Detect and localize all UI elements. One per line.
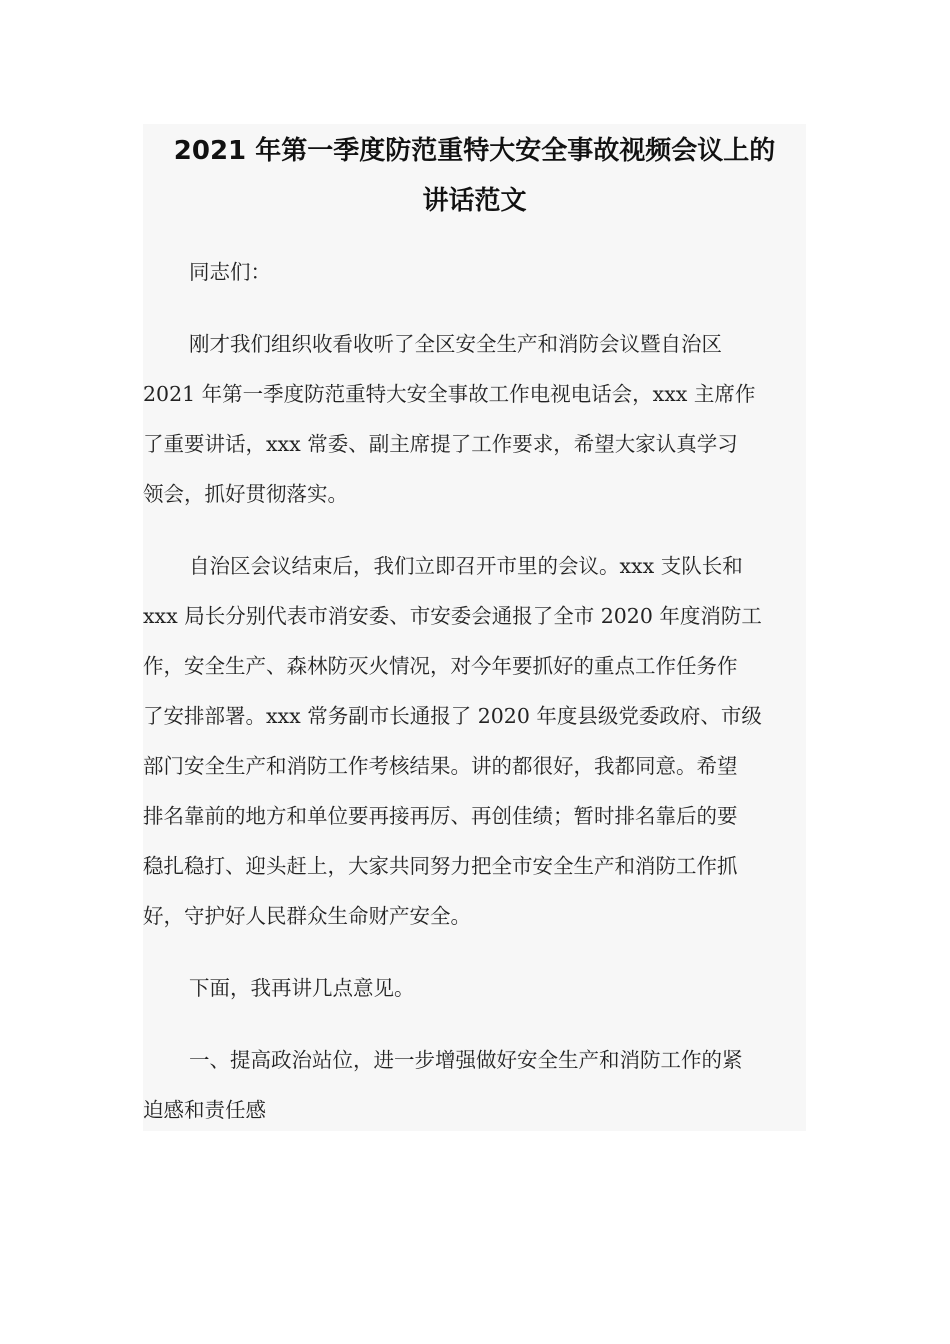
- paragraph-2-line-5: 部门安全生产和消防工作考核结果。讲的都很好，我都同意。希望: [143, 754, 738, 778]
- salutation: 同志们：: [189, 260, 271, 284]
- paragraph-2-line-4: 了安排部署。xxx 常务副市长通报了 2020 年度县级党委政府、市级: [143, 704, 762, 728]
- paragraph-2-line-8: 好，守护好人民群众生命财产安全。: [143, 904, 471, 928]
- paragraph-1-line-3: 了重要讲话，xxx 常委、副主席提了工作要求，希望大家认真学习: [143, 432, 738, 456]
- paragraph-1-line-1: 刚才我们组织收看收听了全区安全生产和消防会议暨自治区: [189, 332, 722, 356]
- document-text-block: [143, 124, 806, 1131]
- paragraph-3: 下面，我再讲几点意见。: [189, 976, 415, 1000]
- paragraph-2-line-6: 排名靠前的地方和单位要再接再厉、再创佳绩；暂时排名靠后的要: [143, 804, 738, 828]
- document-title-line-2: 讲话范文: [422, 186, 527, 216]
- heading-1-line-2: 迫感和责任感: [143, 1098, 266, 1122]
- paragraph-1-line-2: 2021 年第一季度防范重特大安全事故工作电视电话会，xxx 主席作: [143, 382, 756, 406]
- paragraph-2-line-2: xxx 局长分别代表市消安委、市安委会通报了全市 2020 年度消防工: [143, 604, 762, 628]
- paragraph-2-line-1: 自治区会议结束后，我们立即召开市里的会议。xxx 支队长和: [189, 554, 743, 578]
- paragraph-2-line-3: 作，安全生产、森林防灭火情况，对今年要抓好的重点工作任务作: [143, 654, 738, 678]
- paragraph-1-line-4: 领会，抓好贯彻落实。: [143, 482, 348, 506]
- heading-1-line-1: 一、提高政治站位，进一步增强做好安全生产和消防工作的紧: [189, 1048, 743, 1072]
- document-title-line-1: 2021 年第一季度防范重特大安全事故视频会议上的: [173, 136, 776, 166]
- paragraph-2-line-7: 稳扎稳打、迎头赶上，大家共同努力把全市安全生产和消防工作抓: [143, 854, 738, 878]
